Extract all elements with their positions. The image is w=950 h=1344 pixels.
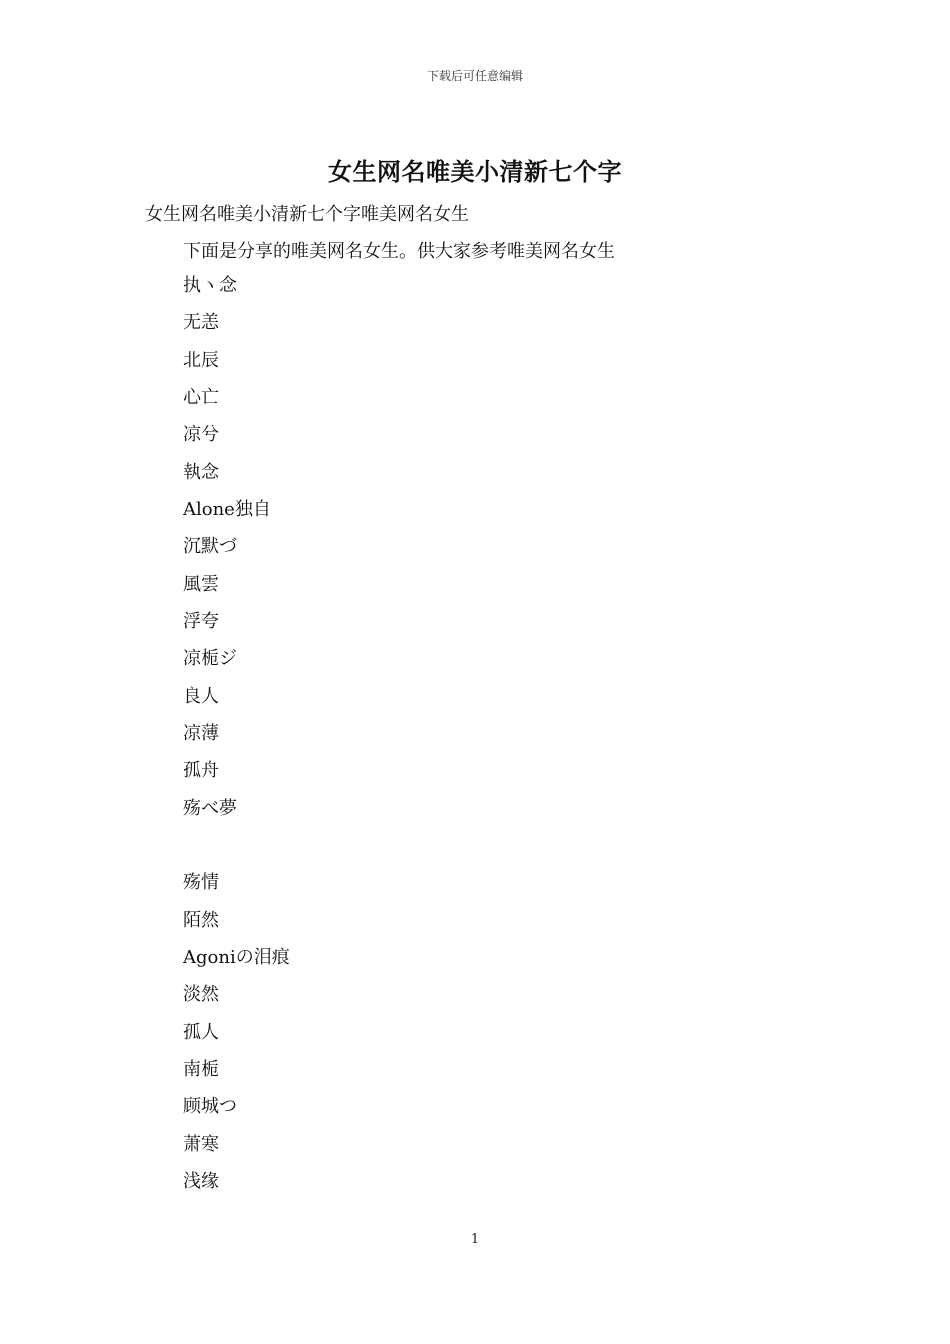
list-item: 凉薄 [183,723,219,744]
list-item: 陌然 [183,910,219,931]
list-item: 顾城つ [183,1096,237,1117]
list-item: 执ヽ念 [183,275,237,296]
list-item: 南栀 [183,1059,219,1080]
list-item: 浮夸 [183,611,219,632]
document-title: 女生网名唯美小清新七个字 [328,157,622,186]
list-item: 北辰 [183,350,219,371]
name-list [183,0,783,1344]
list-item: 凉栀ジ [183,648,237,669]
list-item: 浅缘 [183,1171,219,1192]
list-item: 殇情 [183,872,219,893]
intro-paragraph: 下面是分享的唯美网名女生。供大家参考唯美网名女生 [183,241,615,262]
list-item: Agoniの泪痕 [183,947,290,968]
list-item: 淡然 [183,984,219,1005]
page-number: 1 [470,1232,480,1247]
list-item: 心亡 [183,387,219,408]
list-item: 執念 [183,462,219,483]
list-item: 萧寒 [183,1134,219,1155]
list-item: 沉默づ [183,536,237,557]
list-item: 凉兮 [183,424,219,445]
list-item: 良人 [183,686,219,707]
list-item: 孤人 [183,1022,219,1043]
list-item: 孤舟 [183,760,219,781]
list-item: 風雲 [183,574,219,595]
page-header: 下载后可任意编辑 [426,69,523,83]
document-subtitle: 女生网名唯美小清新七个字唯美网名女生 [145,204,469,225]
list-item: 无恙 [183,312,219,333]
list-item: Alone独自 [183,499,271,520]
list-item: 殇べ夢 [183,798,237,819]
